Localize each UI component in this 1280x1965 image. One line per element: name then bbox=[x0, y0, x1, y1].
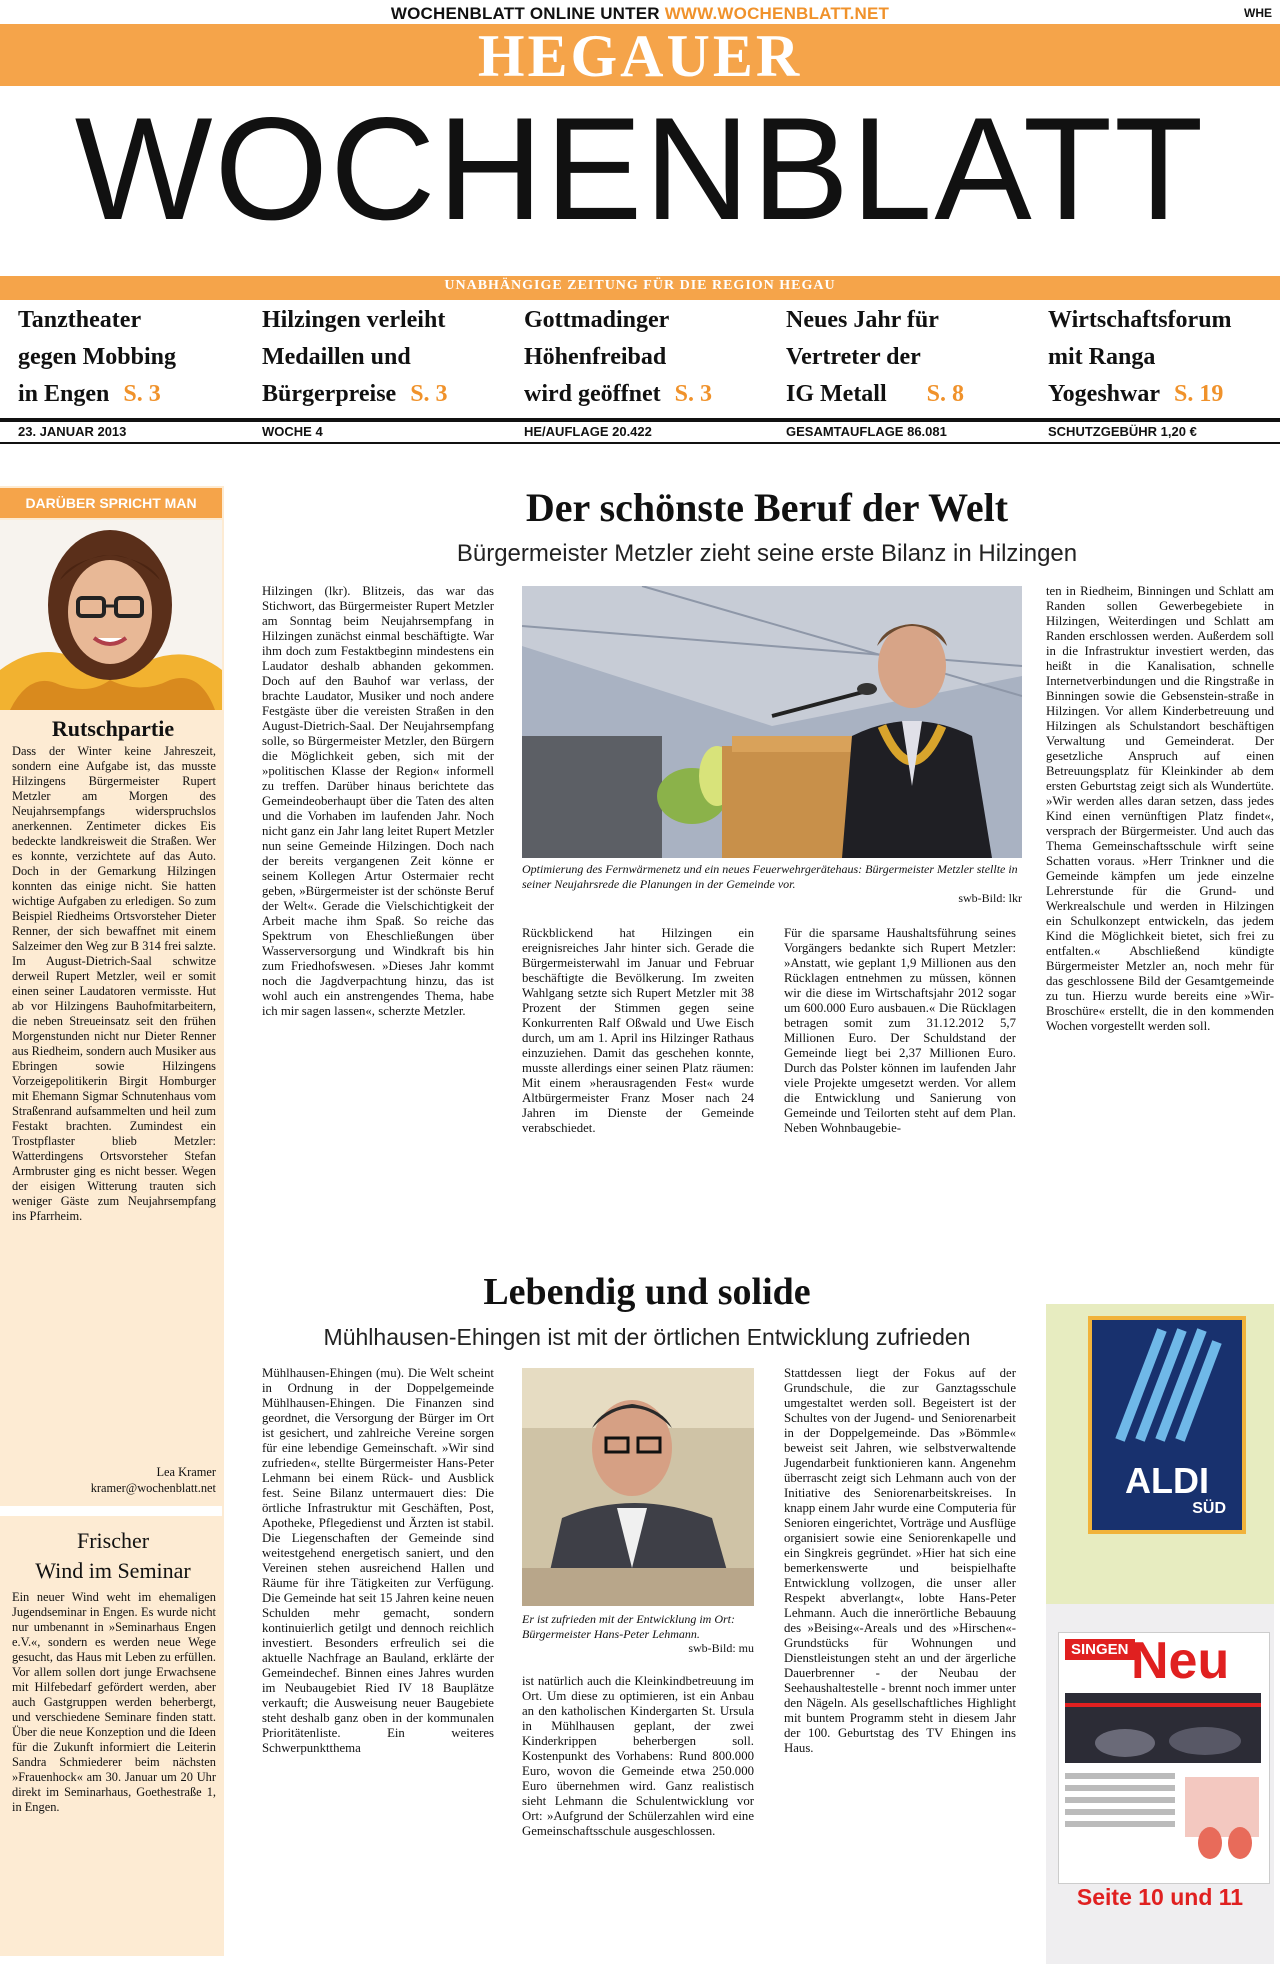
website-link[interactable]: WWW.WOCHENBLATT.NET bbox=[664, 4, 890, 23]
neu-brand: SINGEN bbox=[1065, 1639, 1135, 1660]
protection-fee: SCHUTZGEBÜHR 1,20 € bbox=[1048, 424, 1197, 439]
issue-week: WOCHE 4 bbox=[262, 424, 323, 439]
caption-text: Optimierung des Fernwärmenetz und ein neues Feuerwehrgerätehaus: Bürgermeister Metzler stellte in seiner Neujahrsrede die Planungen in der Gemeinde vor. bbox=[522, 862, 1018, 891]
article1-column2: Rückblickend hat Hilzingen ein ereignisreiches Jahr hinter sich. Gerade die Bürgermeisterwahl im Januar und Februar beschäftigte die Bevölkerung. Im zweiten Wahlgang setzte sich Rupert Metzler mit 38 Prozent der Stimmen gegen seine Konkurrenten Ralf Oßwald und Uwe Eisch durch, um am 1. April ins Hilzinger Rathaus einzuziehen. Damit das geschehen konnte, musste allerdings einer seinen Platz räumen: Mit einem »herausragenden Fest« wurde Altbürgermeister Franz Moser nach 24 Jahren im Dienste der Gemeinde verabschiedet. bbox=[522, 926, 754, 1135]
circulation: HE/AUFLAGE 20.422 bbox=[524, 424, 652, 439]
issue-date: 23. JANUAR 2013 bbox=[18, 424, 127, 439]
teaser-line: Höhenfreibad bbox=[524, 344, 667, 370]
portrait-image bbox=[0, 520, 222, 710]
sidebar-column2-title bbox=[6, 1526, 220, 1586]
aldi-word: ALDI bbox=[1125, 1460, 1209, 1501]
teaser-page: S. 8 bbox=[926, 381, 964, 407]
article2-caption bbox=[522, 1612, 754, 1656]
author-portrait bbox=[0, 520, 222, 710]
article1-column1: Hilzingen (lkr). Blitzeis, das war das Stichwort, das Bürgermeister Rupert Metzler am Sonntag beim Neujahrsempfang in Hilzingen zunächst einmal beschäftigte. War ihm doch zum Festaktbeginn mindestens ein Laudator deshalb abhanden gekommen. Doch auf den Bauhof war verlass, der brachte Laudator, Musiker und noch andere Festgäste über die vereisten Straßen in den August-Dietrich-Saal. Der Neujahrsempfang solle, so Bürgermeister Metzler, den Bürgern die Möglichkeit geben, sich mit der »politischen Klasse der Region« informell zu treffen. Darüber hinaus berichtete das Gemeindeoberhaupt über die Taten des alten und die Vorhaben im laufenden Jahr. Noch nicht ganz ein Jahr lang leitet Rupert Metzler nun seine Gemeinde Hilzingen. Doch nach der bereits vergangenen Zeit könne er seinem Kollegen Artur Ostermaier recht geben, »Bürgermeister ist der schönste Beruf der Welt«. Gerade die Vielschichtigkeit der Arbeit mache ihm Spaß. So reiche das Spektrum von Eheschließungen über Wasserversorgung und Windkraft bis hin zum Friedhofswesen. »Dieses Jahr kommt noch die Jagdverpachtung hinzu, das ist wohl auch ein anstrengendes Thema, habe ich mir sagen lassen«, scherzte Metzler. bbox=[262, 584, 494, 1018]
article1-column3: Für die sparsame Haushaltsführung seines Vorgängers bedankte sich Rupert Metzler: »Anstatt, wie geplant 1,9 Millionen aus den Rücklagen entnehmen zu müssen, können wir die diese im Wirtschaftsjahr 2012 sogar um 600.000 Euro ausbauen.« Die Rücklagen betragen somit zum 31.12.2012 5,7 Millionen Euro. Der Schuldstand der Gemeinde liegt bei 2,37 Millionen Euro. Durch das Polster können im laufenden Jahr viele Projekte umgesetzt werden. Vor allem die Entwicklung und Sanierung von Gemeinde und Teilorten steht auf dem Plan. Neben Wohnbaugebie- bbox=[784, 926, 1016, 1135]
article1-caption bbox=[522, 862, 1022, 906]
article2-subhead: Mühlhausen-Ehingen ist mit der örtlichen Entwicklung zufrieden bbox=[323, 1324, 971, 1350]
article1-headline: Der schönste Beruf der Welt bbox=[525, 485, 1009, 530]
author-email[interactable]: kramer@wochenblatt.net bbox=[90, 1481, 216, 1495]
photo-credit: swb-Bild: mu bbox=[688, 1641, 754, 1655]
speaker-photo bbox=[522, 586, 1022, 858]
online-banner-prefix: WOCHENBLATT ONLINE UNTER bbox=[390, 4, 660, 23]
teaser-line: Tanztheater bbox=[18, 307, 142, 333]
title-top: HEGAUER bbox=[477, 23, 803, 89]
teaser-page: S. 3 bbox=[123, 381, 161, 407]
article1-column4: ten in Riedheim, Binningen und Schlatt am Randen sollen Gewerbegebiete in Hilzingen, Weiterdingen und Schlatt am Randen erschlossen werden. Außerdem soll in die Infrastruktur investiert werden, das heißt in die Kanalisation, schnelle Internetverbindungen und die Ringstraße in Binningen sowie die Gebsenstein-straße in Hilzingen. Vor allem Kinderbetreuung und Hilzingen als Schulstandort beschäftigen Verwaltung und Gemeinderat. Der gesetzliche Anspruch auf einen Betreuungsplatz für Kleinkinder ab dem ersten Geburtstag zeigt sich als Wundertüte. »Wir werden alles daran setzen, dass jedes Kind einen vernünftigen Platz findet«, versprach der Bürgermeister. Und auch das Thema Gemeinschaftsschule wirft seine Schatten voraus. »Herr Trinkner und die Gemeinde kämpfen um jede einzelne Lehrerstunde für die Grund- und Werkrealschule und werden in Hilzingen ein Schulkonzept entwickeln, das jedem Kind die Möglichkeit bietet, sich frei zu entfalten.« Abschließend kündigte Bürgermeister Metzler an, noch mehr für das geschlossene Bild der Gesamtgemeinde zu tun. Hierzu wurde bereits eine »Wir-Broschüre« erstellt, die in den kommenden Wochen vorgestellt werden soll. bbox=[1046, 584, 1274, 1033]
teaser-2[interactable] bbox=[262, 302, 502, 420]
teaser-line: Vertreter der bbox=[786, 344, 921, 370]
teaser-line: Neues Jahr für bbox=[786, 307, 939, 333]
newspaper-title: WOCHENBLATT bbox=[74, 87, 1206, 250]
sidebar-column1-title: Rutschpartie bbox=[51, 716, 175, 741]
teaser-line: Wirtschaftsforum bbox=[1048, 307, 1232, 333]
sidebar-column1-text: Dass der Winter keine Jahreszeit, sondern eine Aufgabe ist, das musste Hilzingens Bürgermeister Rupert Metzler am Morgen des Neujahrsempfangs widerspruchslos anerkennen. Zentimeter dickes Eis bedeckte landkreisweit die Straßen. Wer es konnte, verzichtete auf das Auto. Doch in der Gemarkung Hilzingen konnten das einige nicht. Sie hatten wichtige Aufgaben zu erledigen. So zum Beispiel Riedheims Ortsvorsteher Dieter Renner, der sich bewaffnet mit einem Salzeimer den Weg zur B 314 frei salzte. Im August-Dietrich-Saal schwitze derweil Rupert Metzler, weil er somit einen seiner Laudatoren vermisste. Hut ab vor Hilzingens Bauhofmitarbeitern, die neben Streueinsatz seit den frühen Morgenstunden nicht nur Dieter Renner aus Riedheim, sondern auch Musiker aus Ebringen sowie Hilzingens Vorzeigepolitikerin Birgit Homburger mit Ehemann Sigmar Schnutenhaus vom Straßenrand aufsammelten und heil zum Festakt brachten. Zumindest ein Trostpflaster blieb Metzler: Watterdingens Ortsvorsteher Stefan Armbruster ging es nicht besser. Wegen der eisigen Witterung trauten sich weniger Gäste zum Neujahrsempfang ins Pfarrheim. bbox=[12, 744, 216, 1223]
photo-credit: swb-Bild: lkr bbox=[958, 891, 1022, 905]
teaser-page: S. 3 bbox=[674, 381, 712, 407]
teaser-line: mit Ranga bbox=[1048, 344, 1156, 370]
author-name: Lea Kramer bbox=[156, 1465, 216, 1479]
neu-title: Neu bbox=[1131, 1632, 1230, 1690]
author-signature bbox=[12, 1464, 216, 1496]
teaser-line: Bürgerpreise S. 3 bbox=[262, 381, 448, 407]
divider bbox=[0, 1506, 222, 1516]
teaser-line: Hilzingen verleiht bbox=[262, 307, 446, 333]
neu-caption: Seite 10 und 11 bbox=[1076, 1884, 1244, 1910]
teaser-line: in Engen S. 3 bbox=[18, 381, 161, 407]
teaser-1[interactable] bbox=[18, 302, 238, 420]
teaser-line: IG Metall S. 8 bbox=[786, 381, 964, 407]
sidebar-label: DARÜBER SPRICHT MAN bbox=[0, 488, 222, 518]
article2-column1: Mühlhausen-Ehingen (mu). Die Welt scheint in Ordnung in der Doppelgemeinde Mühlhausen-Ehingen. Die Finanzen sind geordnet, die Versorgung der Bürger im Ort ist gesichert, und zahlreiche Vereine sorgen für eine lebendige Gemeinschaft. »Wir sind zufrieden«, stellte Bürgermeister Hans-Peter Lehmann bei einem Rück- und Ausblick fest. Seine Bilanz untermauert dies: Die örtliche Infrastruktur mit Geschäften, Post, Apotheke, Pflegedienst und Ärzten ist stabil. Die Liegenschaften der Gemeinde sind weitestgehend energetisch saniert, und den Vereinen stehen ausreichend Hallen und Räume für ihre Tätigkeiten zur Verfügung. Die Gemeinde hat seit 15 Jahren keine neuen Schulden mehr gemacht, sondern kontinuierlich getilgt und dennoch reichlich investiert. Besonders erfreulich sei die aktuelle Nachfrage an Bauland, erklärte der Gemeindechef. Binnen eines Jahres wurden im Neubaugebiet Ried IV 18 Bauplätze verkauft; die Ausweisung neuer Baugebiete steht deshalb ganz oben in der kommunalen Prioritätenliste. Ein weiteres Schwerpunktthema bbox=[262, 1366, 494, 1755]
online-banner bbox=[380, 4, 900, 24]
teaser-line: Gottmadinger bbox=[524, 307, 670, 333]
title-line: Frischer bbox=[76, 1528, 150, 1553]
article1-photo bbox=[522, 586, 1022, 858]
title-line: Wind im Seminar bbox=[35, 1558, 191, 1583]
teaser-line: wird geöffnet S. 3 bbox=[524, 381, 712, 407]
article2-column2: ist natürlich auch die Kleinkindbetreuung im Ort. Um diese zu optimieren, ist ein Anbau an den katholischen Kindergarten St. Ursula in Mühlhausen geplant, der zwei Kinderkrippen beherbergen soll. Kostenpunkt des Vorhabens: Rund 800.000 Euro, wovon die Gemeinde etwa 250.000 Euro übernehmen wird. Ganz realistisch sieht Lehmann die Schulentwicklung vor Ort: »Aufgrund der Schülerzahlen wird eine Gemeinschaftsschule ausgeschlossen. bbox=[522, 1674, 754, 1838]
article2-headline: Lebendig und solide bbox=[483, 1271, 811, 1313]
mayor-photo bbox=[522, 1368, 754, 1606]
teaser-5[interactable] bbox=[1048, 302, 1276, 420]
divider bbox=[0, 418, 1280, 422]
teaser-3[interactable] bbox=[524, 302, 764, 420]
newspaper-subtitle: UNABHÄNGIGE ZEITUNG FÜR DIE REGION HEGAU bbox=[444, 278, 836, 293]
article1-subhead: Bürgermeister Metzler zieht seine erste Bilanz in Hilzingen bbox=[456, 540, 1078, 567]
aldi-logo-icon bbox=[1092, 1320, 1242, 1460]
article2-column3: Stattdessen liegt der Fokus auf der Grundschule, die zur Ganztagsschule umgestaltet werden soll. Begeistert ist der Schultes von der Jugend- und Seniorenarbeit in der Doppelgemeinde. Das »Bömmle« beweist seit Jahren, wie selbstverwaltende Jugendarbeit funktionieren kann. Angenehm überrascht zeigt sich Lehmann auch von der Initiative des Seniorenarbeitskreises. In knapp einem Jahr wurde eine Computeria für Senioren eingerichtet, Vorträge und Ausflüge organisiert sowie eine Seniorenkapelle und ein Singkreis gegründet. »Hier hat sich eine bemerkenswerte und beispielhafte Entwicklung vollzogen, die unser aller Respekt abverlangt«, lobte Hans-Peter Lehmann. Auch die innerörtliche Bebauung des »Beising«-Areals und des »Hirschen«-Grundstücks für Wohnungen und Dienstleistungen steht an und der ärgerliche Dauerbrenner - der Neubau der Seehaushaltestelle - brennt noch immer unter den Nägeln. Als gesellschaftliches Highlight mit buntem Programm steht in diesem Jahr der 100. Geburtstag des TV Ehingen ins Haus. bbox=[784, 1366, 1016, 1755]
article2-photo bbox=[522, 1368, 754, 1606]
aldi-region: SÜD bbox=[1192, 1500, 1226, 1517]
caption-text: Er ist zufrieden mit der Entwicklung im Ort: Bürgermeister Hans-Peter Lehmann. bbox=[522, 1612, 735, 1641]
divider bbox=[0, 442, 1280, 444]
edition-code: WHE bbox=[1244, 6, 1272, 20]
sidebar-column2-text: Ein neuer Wind weht im ehemaligen Jugendseminar in Engen. Es wurde nicht nur umbenannt in »Seminarhaus Engen e.V.«, sondern es werden neue Wege gesucht, das Haus mit Leben zu erfüllen. Vor allem sollen dort junge Erwachsene mit Hilfebedarf gefördert werden, aber auch Gastgruppen werden beherbergt, und verschiedene Seminare finden statt. Über die neue Konzeption und die Ideen für die Zukunft informiert die Leiterin Sandra Schmiederer beim nächsten »Frauenhock« am 30. Januar um 20 Uhr direkt im Seminarhaus, Goethestraße 1, in Engen. bbox=[12, 1590, 216, 1814]
teaser-4[interactable] bbox=[786, 302, 1026, 420]
teaser-line: Yogeshwar S. 19 bbox=[1048, 381, 1224, 407]
teaser-line: gegen Mobbing bbox=[18, 344, 177, 370]
teaser-page: S. 19 bbox=[1174, 381, 1224, 407]
teaser-page: S. 3 bbox=[410, 381, 448, 407]
neu-cover-image bbox=[1065, 1693, 1261, 1873]
teaser-line: Medaillen und bbox=[262, 344, 411, 370]
total-circulation: GESAMTAUFLAGE 86.081 bbox=[786, 424, 947, 439]
neu-magazine-cover bbox=[1058, 1632, 1270, 1884]
